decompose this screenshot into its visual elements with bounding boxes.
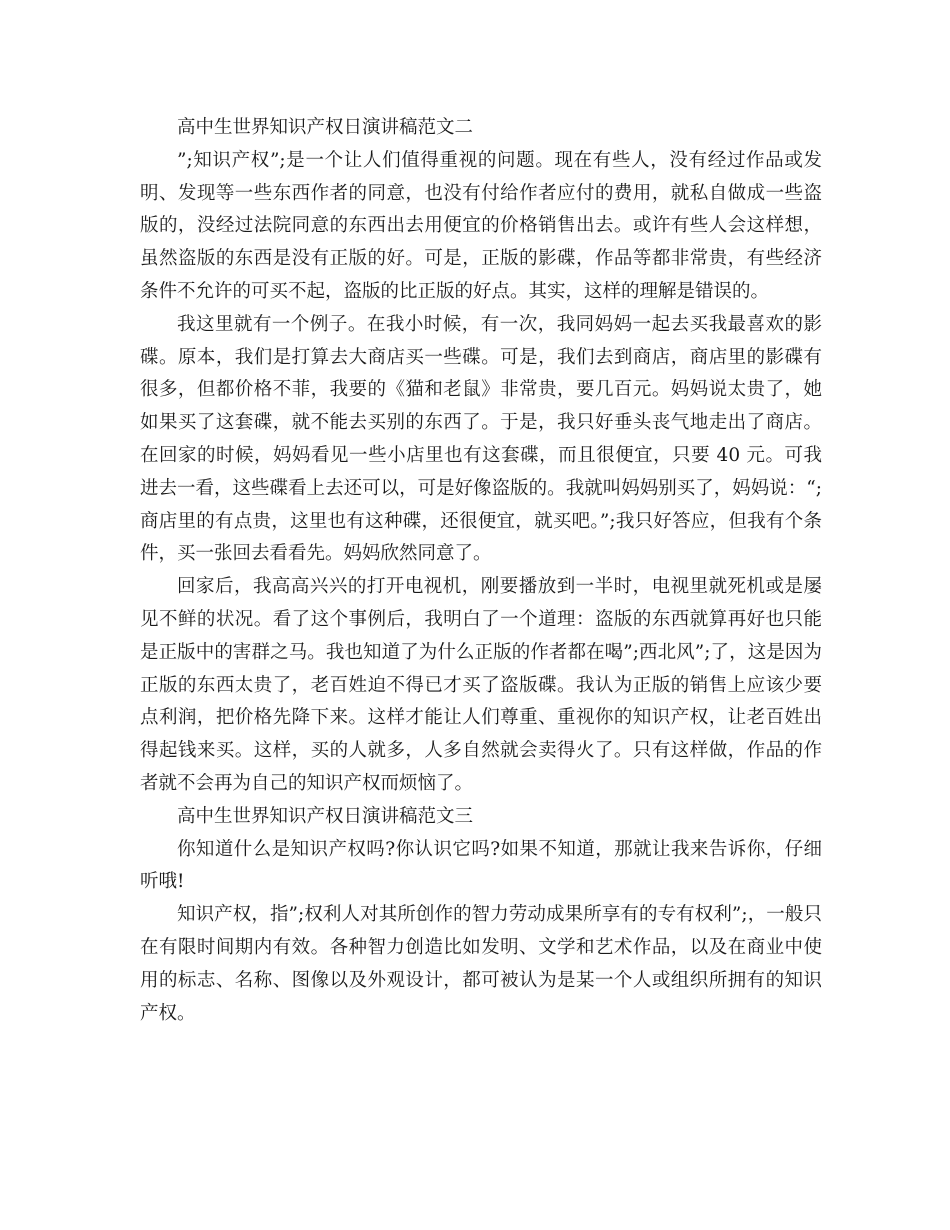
section-heading-2: 高中生世界知识产权日演讲稿范文二 — [177, 117, 474, 138]
paragraph-question: 你知道什么是知识产权吗?你认识它吗?如果不知道，那就让我来告诉你，仔细听哦! — [140, 838, 822, 893]
paragraph-example: 我这里就有一个例子。在我小时候，有一次，我同妈妈一起去买我最喜欢的影碟。原本，我们是打算去大商店买一些碟。可是，我们去到商店，商店里的影碟有很多，但都价格不菲，我要的《猫和老鼠》非常贵，要几百元。妈妈说太贵了，她如果买了这套碟，就不能去买别的东西了。于是，我只好垂头丧气地走出了商店。在回家的时候，妈妈看见一些小店里也有这套碟，而且很便宜，只要 40 元。可我进去一看，这些碟看上去还可以，可是好像盗版的。我就叫妈妈别买了，妈妈说：“;商店里的有点贵，这里也有这种碟，还很便宜，就买吧。”;我只好答应，但我有个条件，买一张回去看看先。妈妈欣然同意了。 — [140, 313, 822, 565]
paragraph-intro: ”;知识产权”;是一个让人们值得重视的问题。现在有些人，没有经过作品或发明、发现等一些东西作者的同意，也没有付给作者应付的费用，就私自做成一些盗版的，没经过法院同意的东西出去用便宜的价格销售出去。或许有些人会这样想，虽然盗版的东西是没有正版的好。可是，正版的影碟，作品等都非常贵，有些经济条件不允许的可买不起，盗版的比正版的好点。其实，这样的理解是错误的。 — [140, 149, 822, 302]
paragraph-definition: 知识产权，指”;权利人对其所创作的智力劳动成果所享有的专有权利”;，一般只在有限时间期内有效。各种智力创造比如发明、文学和艺术作品，以及在商业中使用的标志、名称、图像以及外观设计，都可被认为是某一个人或组织所拥有的知识产权。 — [140, 904, 822, 1024]
section-heading-3: 高中生世界知识产权日演讲稿范文三 — [177, 805, 474, 827]
paragraph-conclusion: 回家后，我高高兴兴的打开电视机，刚要播放到一半时，电视里就死机或是屡见不鲜的状况。看了这个事例后，我明白了一个道理：盗版的东西就算再好也只能是正版中的害群之马。我也知道了为什么正版的作者都在喝”;西北风”;了，这是因为正版的东西太贵了，老百姓迫不得已才买了盗版碟。我认为正版的销售上应该少要点利润，把价格先降下来。这样才能让人们尊重、重视你的知识产权，让老百姓出得起钱来买。这样，买的人就多，人多自然就会卖得火了。只有这样做，作品的作者就不会再为自己的知识产权而烦恼了。 — [140, 576, 822, 794]
document-page — [140, 112, 822, 1030]
